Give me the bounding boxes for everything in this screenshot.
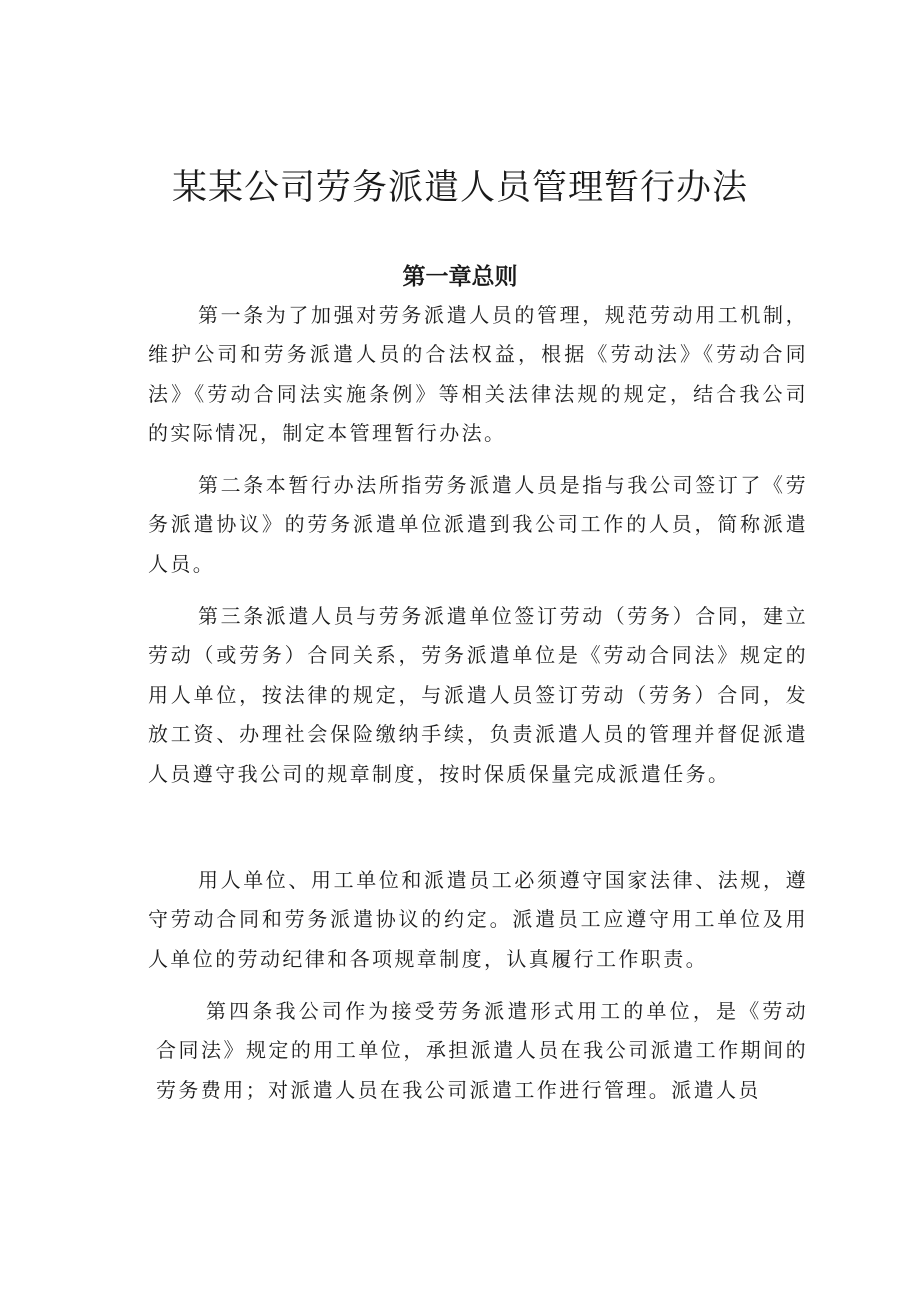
paragraph-article-1: 第一条为了加强对劳务派遣人员的管理，规范劳动用工机制，维护公司和劳务派遣人员的合法权益，根据《劳动法》《劳动合同法》《劳动合同法实施条例》等相关法律法规的规定，结合我公司的实际情况，制定本管理暂行办法。 xyxy=(148,303,808,446)
paragraph-article-2: 第二条本暂行办法所指劳务派遣人员是指与我公司签订了《劳务派遣协议》的劳务派遣单位派遣到我公司工作的人员，简称派遣人员。 xyxy=(148,473,808,576)
document-title: 某某公司劳务派遣人员管理暂行办法 xyxy=(171,168,748,208)
paragraph-article-4: 第四条我公司作为接受劳务派遣形式用工的单位，是《劳动合同法》规定的用工单位，承担派遣人员在我公司派遣工作期间的劳务费用；对派遣人员在我公司派遣工作进行管理。派遣人员 xyxy=(156,999,808,1102)
paragraph-article-3: 第三条派遣人员与劳务派遣单位签订劳动（劳务）合同，建立劳动（或劳务）合同关系，劳务派遣单位是《劳动合同法》规定的用人单位，按法律的规定，与派遣人员签订劳动（劳务）合同，发放工资、办理社会保险缴纳手续，负责派遣人员的管理并督促派遣人员遵守我公司的规章制度，按时保质保量完成派遣任务。 xyxy=(148,604,808,786)
chapter-heading: 第一章总则 xyxy=(402,264,518,290)
paragraph-obligations: 用人单位、用工单位和派遣员工必须遵守国家法律、法规，遵守劳动合同和劳务派遣协议的约定。派遣员工应遵守用工单位及用人单位的劳动纪律和各项规章制度，认真履行工作职责。 xyxy=(148,868,808,971)
